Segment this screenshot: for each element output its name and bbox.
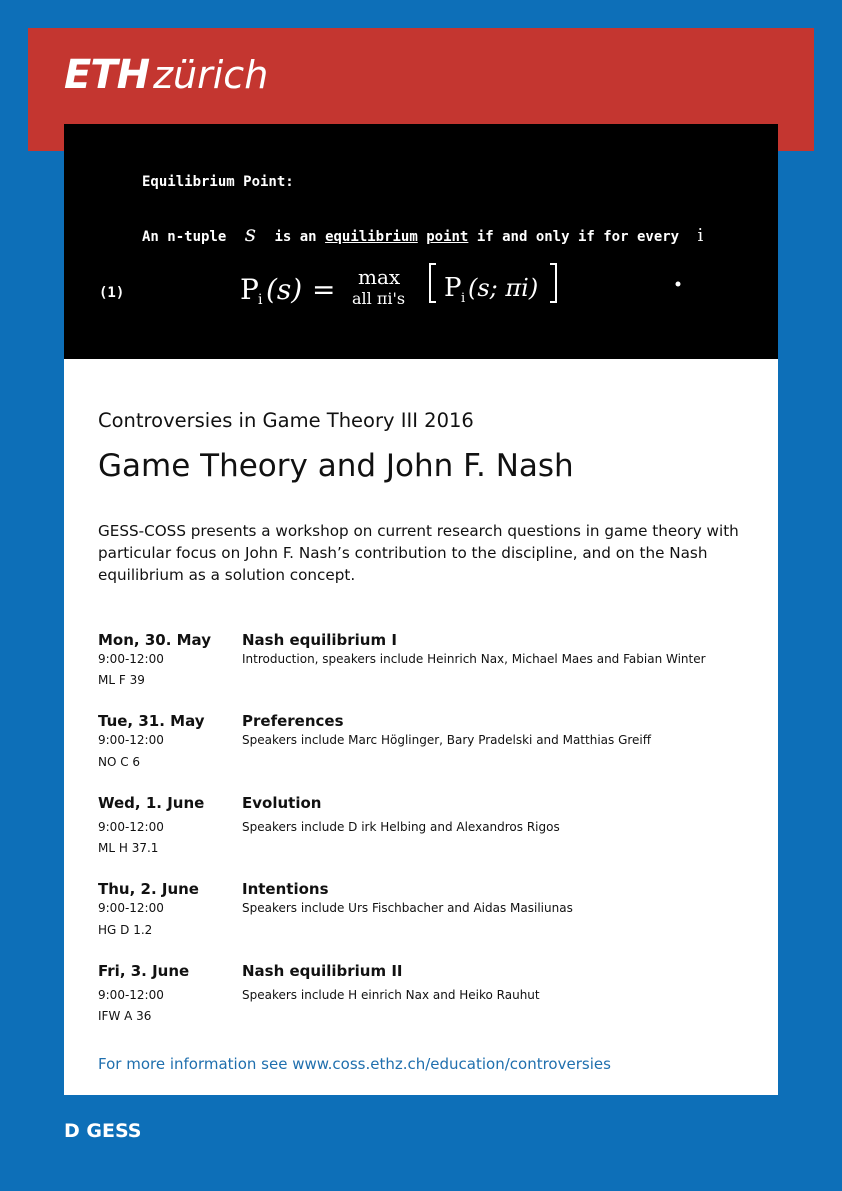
nash-equation-handwritten xyxy=(234,254,694,314)
schedule-room: NO C 6 xyxy=(98,755,141,769)
svg-text:i: i xyxy=(461,291,466,306)
banner-sentence-part1: An n-tuple xyxy=(142,229,227,245)
schedule-room: IFW A 36 xyxy=(98,1009,152,1023)
event-title: Game Theory and John F. Nash xyxy=(98,448,574,484)
equation-banner xyxy=(64,124,778,359)
schedule-topic: Nash equilibrium II xyxy=(242,962,403,980)
event-subtitle: Controversies in Game Theory III 2016 xyxy=(98,409,474,432)
department-label: D GESS xyxy=(64,1120,142,1142)
banner-term-equilibrium: equilibrium xyxy=(325,229,418,245)
schedule-day: Thu, 2. June xyxy=(98,880,199,898)
more-info-link[interactable]: For more information see www.coss.ethz.ch/education/controversies xyxy=(98,1055,611,1073)
schedule-time: 9:00-12:00 xyxy=(98,733,164,747)
script-s-symbol: s xyxy=(244,222,257,247)
svg-text:i: i xyxy=(258,292,263,308)
svg-text:P: P xyxy=(444,273,462,303)
schedule-description: Speakers include D irk Helbing and Alexandros Rigos xyxy=(242,820,560,834)
schedule-day: Mon, 30. May xyxy=(98,631,211,649)
banner-sentence-part2: is an xyxy=(274,229,317,245)
schedule-room: HG D 1.2 xyxy=(98,923,153,937)
schedule-day: Wed, 1. June xyxy=(98,794,205,812)
svg-text:(s): (s) xyxy=(266,273,303,306)
logo-eth: ETH xyxy=(64,52,150,98)
left-bracket xyxy=(430,264,436,302)
equation-period xyxy=(676,282,681,287)
schedule-topic: Intentions xyxy=(242,880,329,898)
banner-term-point: point xyxy=(426,229,469,245)
event-intro: GESS-COSS presents a workshop on current research questions in game theory with particular focus on John F. Nash’s contribution to the discipline, and on the Nash equilibrium as a solution concept. xyxy=(98,522,739,584)
index-i-symbol: i xyxy=(697,225,704,246)
schedule-time: 9:00-12:00 xyxy=(98,652,164,666)
schedule-description: Speakers include H einrich Nax and Heiko Rauhut xyxy=(242,988,540,1002)
schedule-description: Speakers include Marc Höglinger, Bary Pradelski and Matthias Greiff xyxy=(242,733,652,747)
schedule-description: Speakers include Urs Fischbacher and Aidas Masiliunas xyxy=(242,901,573,915)
schedule-room: ML F 39 xyxy=(98,673,145,687)
schedule-time: 9:00-12:00 xyxy=(98,820,164,834)
schedule-time: 9:00-12:00 xyxy=(98,901,164,915)
banner-sentence xyxy=(142,222,703,247)
schedule-topic: Nash equilibrium I xyxy=(242,631,397,649)
schedule-day: Fri, 3. June xyxy=(98,962,190,980)
schedule-description: Introduction, speakers include Heinrich Nax, Michael Maes and Fabian Winter xyxy=(242,652,706,666)
schedule-topic: Evolution xyxy=(242,794,322,812)
banner-heading: Equilibrium Point: xyxy=(142,174,294,190)
right-bracket xyxy=(550,264,556,302)
equation-lhs: P xyxy=(240,273,259,306)
svg-text:=: = xyxy=(312,273,336,306)
logo-zurich: zürich xyxy=(153,53,269,97)
banner-sentence-part3: if and only if for every xyxy=(476,229,680,245)
schedule-time: 9:00-12:00 xyxy=(98,988,164,1002)
equation-max: max xyxy=(358,265,401,289)
svg-text:(s; πi): (s; πi) xyxy=(468,274,539,302)
equation-number: (1) xyxy=(99,285,125,301)
schedule-room: ML H 37.1 xyxy=(98,841,159,855)
schedule-topic: Preferences xyxy=(242,712,344,730)
schedule-day: Tue, 31. May xyxy=(98,712,205,730)
eth-zurich-logo xyxy=(64,52,268,100)
svg-text:all πi's: all πi's xyxy=(352,289,406,308)
